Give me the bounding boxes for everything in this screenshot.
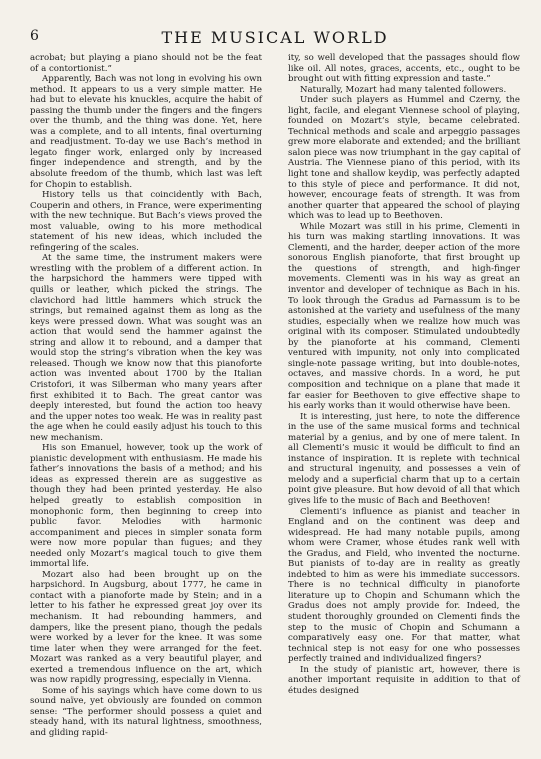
left-column bbox=[30, 53, 262, 739]
paragraph: Naturally, Mozart had many talented followers. bbox=[300, 84, 507, 95]
paragraph: Clementi’s influence as pianist and teacher in England and on the continent was deep and widespread. He had many notable pupils, among whom were Cramer, whose études rank well with the Gradus, and Field, who invented the nocturne. But pianists of to-day are in reality as greatly indebted to him as were his immediate successors. There is no technical difficulty in pianoforte literature up to Chopin and Schumann which the Gradus does not amply provide for. Indeed, the student thoroughly grounded on Clementi finds the step to the music of Chopin and Schumann a comparatively easy one. For that matter, what technical step is not easy for one who possesses perfectly trained and individualized fingers? bbox=[288, 506, 520, 665]
paragraph: acrobat; but playing a piano should not be the feat of a contortionist.” bbox=[30, 53, 262, 74]
paragraph: It is interesting, just here, to note the difference in the use of the same musical forms and technical material by a genius, and by one of mere talent. In all Clementi’s music it would be difficult to find an instance of inspiration. It is replete with technical and structural ingenuity, and possesses a vein of melody and a superficial charm that up to a certain point give pleasure. But how devoid of all that which gives life to the music of Bach and Beethoven! bbox=[288, 411, 520, 506]
running-title: THE MUSICAL WORLD bbox=[161, 28, 389, 47]
paragraph: History tells us that coincidently with Bach, Couperin and others, in France, were experimenting with the new technique. But Bach’s views proved the most valuable, owing to his more methodical statement of his new ideas, which included the refingering of the scales. bbox=[30, 190, 263, 253]
paragraph: Mozart also had been brought up on the harpsichord. In Augsburg, about 1777, he came in contact with a pianoforte made by Stein; and in a letter to his father he expressed great joy over its mechanism. It had rebounding hammers, and dampers, like the present piano, though the pedals were worked by a lever for the knee. It was some time later when they were arranged for the feet. Mozart was ranked as a very beautiful player, and exerted a tremendous influence on the art, which was now rapidly progressing, especially in Vienna. bbox=[30, 569, 262, 686]
page-header bbox=[30, 28, 520, 46]
paragraph: Some of his sayings which have come down to us sound naïve, yet obviously are founded on common sense: “The performer should possess a quiet and steady hand, with its natural lightness, smoothness, and gliding rapid- bbox=[30, 685, 262, 738]
right-column bbox=[288, 53, 520, 696]
paragraph: Apparently, Bach was not long in evolving his own method. It appears to us a very simple matter. He had but to elevate his knuckles, acquire the habit of passing the thumb under the fingers and the fingers over the thumb, and the thing was done. Yet, here was a complete, and to all intents, final overturning and readjustment. To-day we use Bach’s method in legato finger work, enlarged only by increased finger independence and strength, and by the absolute freedom of the thumb, which last was left for Chopin to establish. bbox=[30, 74, 262, 190]
paragraph: His son Emanuel, however, took up the work of pianistic development with enthusiasm. He made his father’s innovations the basis of a method; and his ideas as expressed therein are as suggestive as though they had been printed yesterday. He also helped greatly to establish composition in monophonic form, then beginning to creep into public favor. Melodies with harmonic accompaniment and pieces in simpler sonata form were now more popular than fugues; and they needed only Mozart’s magical touch to give them immortal life. bbox=[30, 443, 262, 570]
paragraph: At the same time, the instrument makers were wrestling with the problem of a different action. In the harpsichord the hammers were tipped with quills or leather, which picked the strings. The clavichord had little hammers which struck the strings, but remained against them as long as the keys were pressed down. What was sought was an action that would send the hammer against the string and allow it to rebound, and a damper that would stop the string’s vibration when the key was released. Though we know now that this pianoforte action was invented about 1700 by the Italian Cristofori, it was Silberman who many years after first exhibited it to Bach. The great cantor was deeply interested, but found the action too heavy and the upper notes too weak. He was in reality past the age when he could easily adjust his touch to this new mechanism. bbox=[30, 253, 262, 443]
paragraph: Under such players as Hummel and Czerny, the light, facile, and elegant Viennese school of playing, founded on Mozart’s style, became celebrated. Technical methods and scale and arpeggio passages grew more elaborate and extended; and the brilliant salon piece was now triumphant in the gay capital of Austria. The Viennese piano of this period, with its light tone and shallow keydip, was perfectly adapted to this style of piece and performance. It did not, however, encourage feats of strength. It was from another quarter that appeared the school of playing which was to lead up to Beethoven. bbox=[288, 95, 520, 222]
paragraph: In the study of pianistic art, however, there is another important requisite in addition to that of études designed bbox=[288, 664, 520, 696]
paragraph: While Mozart was still in his prime, Clementi in his turn was making startling innovations. It was Clementi, and the harder, deeper action of the more sonorous English pianoforte, that first brought up the questions of strength, and high-finger movements. Clementi was in his way as great an inventor and developer of technique as Bach in his. To look through the Gradus ad Parnassum is to be astonished at the variety and usefulness of the many studies, especially when we realize how much was original with its composer. Stimulated undoubtedly by the pianoforte at his command, Clementi ventured with impunity, not only into complicated single-note passage writing, but into double-notes, octaves, and massive chords. In a word, he put composition and technique on a plane that made it far easier for Beethoven to give effective shape to his early works than it would otherwise have been. bbox=[288, 221, 520, 412]
page-number: 6 bbox=[30, 28, 39, 44]
paragraph: ity, so well developed that the passages should flow like oil. All notes, graces, accents, etc., ought to be brought out with fitting expression and taste.” bbox=[288, 53, 520, 85]
